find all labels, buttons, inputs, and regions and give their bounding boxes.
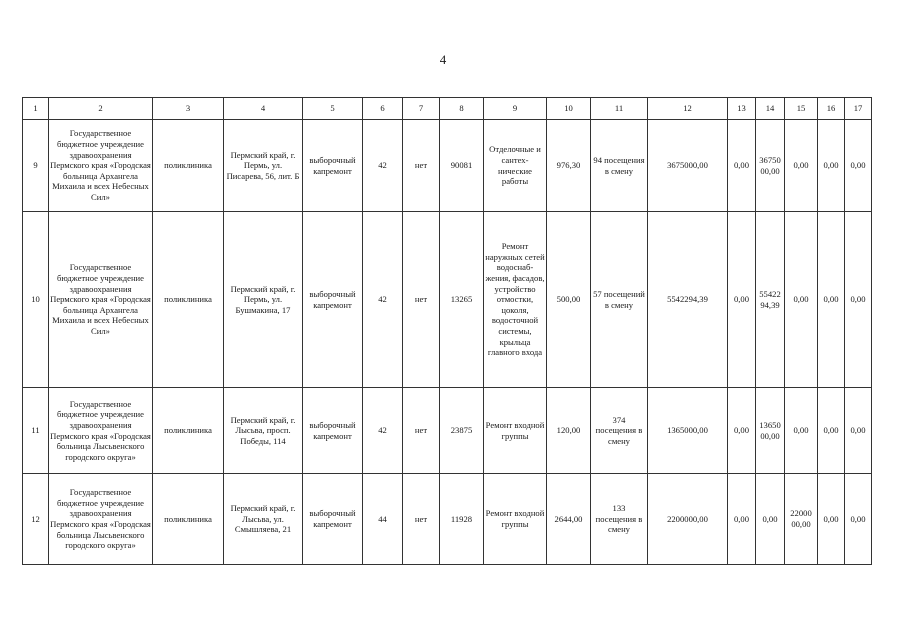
amount-cell: 55422 94,39: [756, 212, 785, 388]
table-cell: 976,30: [547, 120, 591, 212]
header-cell: 13: [728, 98, 756, 120]
address-cell: Пермский край, г. Пермь, ул. Бушмакина, 17: [224, 212, 303, 388]
works-description-cell: Ремонт входной группы: [484, 474, 547, 565]
institution-cell: Государственное бюджетное учреждение здравоохранения Пермского края «Городская больница Архангела Михаила и всех Небесных Сил»: [49, 212, 153, 388]
amount-cell: 0,00: [785, 388, 818, 474]
row-number-cell: 9: [23, 120, 49, 212]
amount-cell: 0,00: [845, 388, 872, 474]
table-cell: нет: [403, 474, 440, 565]
header-cell: 4: [224, 98, 303, 120]
object-type-cell: поликлиника: [153, 474, 224, 565]
table-cell: 42: [363, 120, 403, 212]
header-cell: 10: [547, 98, 591, 120]
header-cell: 5: [303, 98, 363, 120]
header-cell: 7: [403, 98, 440, 120]
institution-cell: Государственное бюджетное учреждение здравоохранения Пермского края «Городская больница Лысьвенского городского округа»: [49, 388, 153, 474]
header-cell: 15: [785, 98, 818, 120]
capacity-cell: 374 посещения в смену: [591, 388, 648, 474]
table-row: [23, 388, 872, 474]
amount-cell: 0,00: [785, 212, 818, 388]
amount-cell: 0,00: [728, 212, 756, 388]
address-cell: Пермский край, г. Лысьва, просп. Победы, 114: [224, 388, 303, 474]
row-number-cell: 12: [23, 474, 49, 565]
repair-type-cell: выборочный капремонт: [303, 212, 363, 388]
total-cost-cell: 3675000,00: [648, 120, 728, 212]
capital-repair-table: [22, 97, 872, 565]
amount-cell: 13650 00,00: [756, 388, 785, 474]
header-cell: 12: [648, 98, 728, 120]
table-cell: 120,00: [547, 388, 591, 474]
amount-cell: 0,00: [845, 212, 872, 388]
header-cell: 16: [818, 98, 845, 120]
amount-cell: 0,00: [845, 120, 872, 212]
table-cell: 44: [363, 474, 403, 565]
amount-cell: 0,00: [728, 388, 756, 474]
table-cell: 23875: [440, 388, 484, 474]
amount-cell: 0,00: [728, 120, 756, 212]
repair-type-cell: выборочный капремонт: [303, 120, 363, 212]
capacity-cell: 94 посещения в смену: [591, 120, 648, 212]
table-cell: 13265: [440, 212, 484, 388]
table-cell: 500,00: [547, 212, 591, 388]
header-cell: 8: [440, 98, 484, 120]
header-cell: 11: [591, 98, 648, 120]
amount-cell: 0,00: [756, 474, 785, 565]
total-cost-cell: 5542294,39: [648, 212, 728, 388]
amount-cell: 0,00: [818, 212, 845, 388]
header-cell: 17: [845, 98, 872, 120]
works-description-cell: Ремонт входной группы: [484, 388, 547, 474]
amount-cell: 0,00: [818, 474, 845, 565]
object-type-cell: поликлиника: [153, 212, 224, 388]
table-cell: 2644,00: [547, 474, 591, 565]
page-number: 4: [439, 52, 447, 67]
amount-cell: 0,00: [728, 474, 756, 565]
header-cell: 6: [363, 98, 403, 120]
works-description-cell: Отделочные и сантех-нические работы: [484, 120, 547, 212]
header-cell: 3: [153, 98, 224, 120]
row-number-cell: 11: [23, 388, 49, 474]
header-cell: 14: [756, 98, 785, 120]
header-cell: 1: [23, 98, 49, 120]
table-cell: 42: [363, 212, 403, 388]
amount-cell: 0,00: [845, 474, 872, 565]
amount-cell: 36750 00,00: [756, 120, 785, 212]
address-cell: Пермский край, г. Пермь, ул. Писарева, 56, лит. Б: [224, 120, 303, 212]
table-row: [23, 212, 872, 388]
object-type-cell: поликлиника: [153, 120, 224, 212]
amount-cell: 0,00: [818, 388, 845, 474]
table-row: [23, 120, 872, 212]
table-cell: нет: [403, 212, 440, 388]
capacity-cell: 57 посещений в смену: [591, 212, 648, 388]
table-row: [23, 474, 872, 565]
amount-cell: 22000 00,00: [785, 474, 818, 565]
amount-cell: 0,00: [818, 120, 845, 212]
amount-cell: 0,00: [785, 120, 818, 212]
table-cell: нет: [403, 120, 440, 212]
header-cell: 9: [484, 98, 547, 120]
row-number-cell: 10: [23, 212, 49, 388]
object-type-cell: поликлиника: [153, 388, 224, 474]
total-cost-cell: 1365000,00: [648, 388, 728, 474]
table-cell: 42: [363, 388, 403, 474]
works-description-cell: Ремонт наружных сетей водоснаб-жения, фасадов, устройство отмостки, цоколя, водосточной системы, крыльца главного входа: [484, 212, 547, 388]
repair-type-cell: выборочный капремонт: [303, 388, 363, 474]
repair-type-cell: выборочный капремонт: [303, 474, 363, 565]
institution-cell: Государственное бюджетное учреждение здравоохранения Пермского края «Городская больница Лысьвенского городского округа»: [49, 474, 153, 565]
capacity-cell: 133 посещения в смену: [591, 474, 648, 565]
header-row: [23, 98, 872, 120]
table-cell: 11928: [440, 474, 484, 565]
table-cell: 90081: [440, 120, 484, 212]
address-cell: Пермский край, г. Лысьва, ул. Смышляева, 21: [224, 474, 303, 565]
header-cell: 2: [49, 98, 153, 120]
table-cell: нет: [403, 388, 440, 474]
total-cost-cell: 2200000,00: [648, 474, 728, 565]
institution-cell: Государственное бюджетное учреждение здравоохранения Пермского края «Городская больница Архангела Михаила и всех Небесных Сил»: [49, 120, 153, 212]
